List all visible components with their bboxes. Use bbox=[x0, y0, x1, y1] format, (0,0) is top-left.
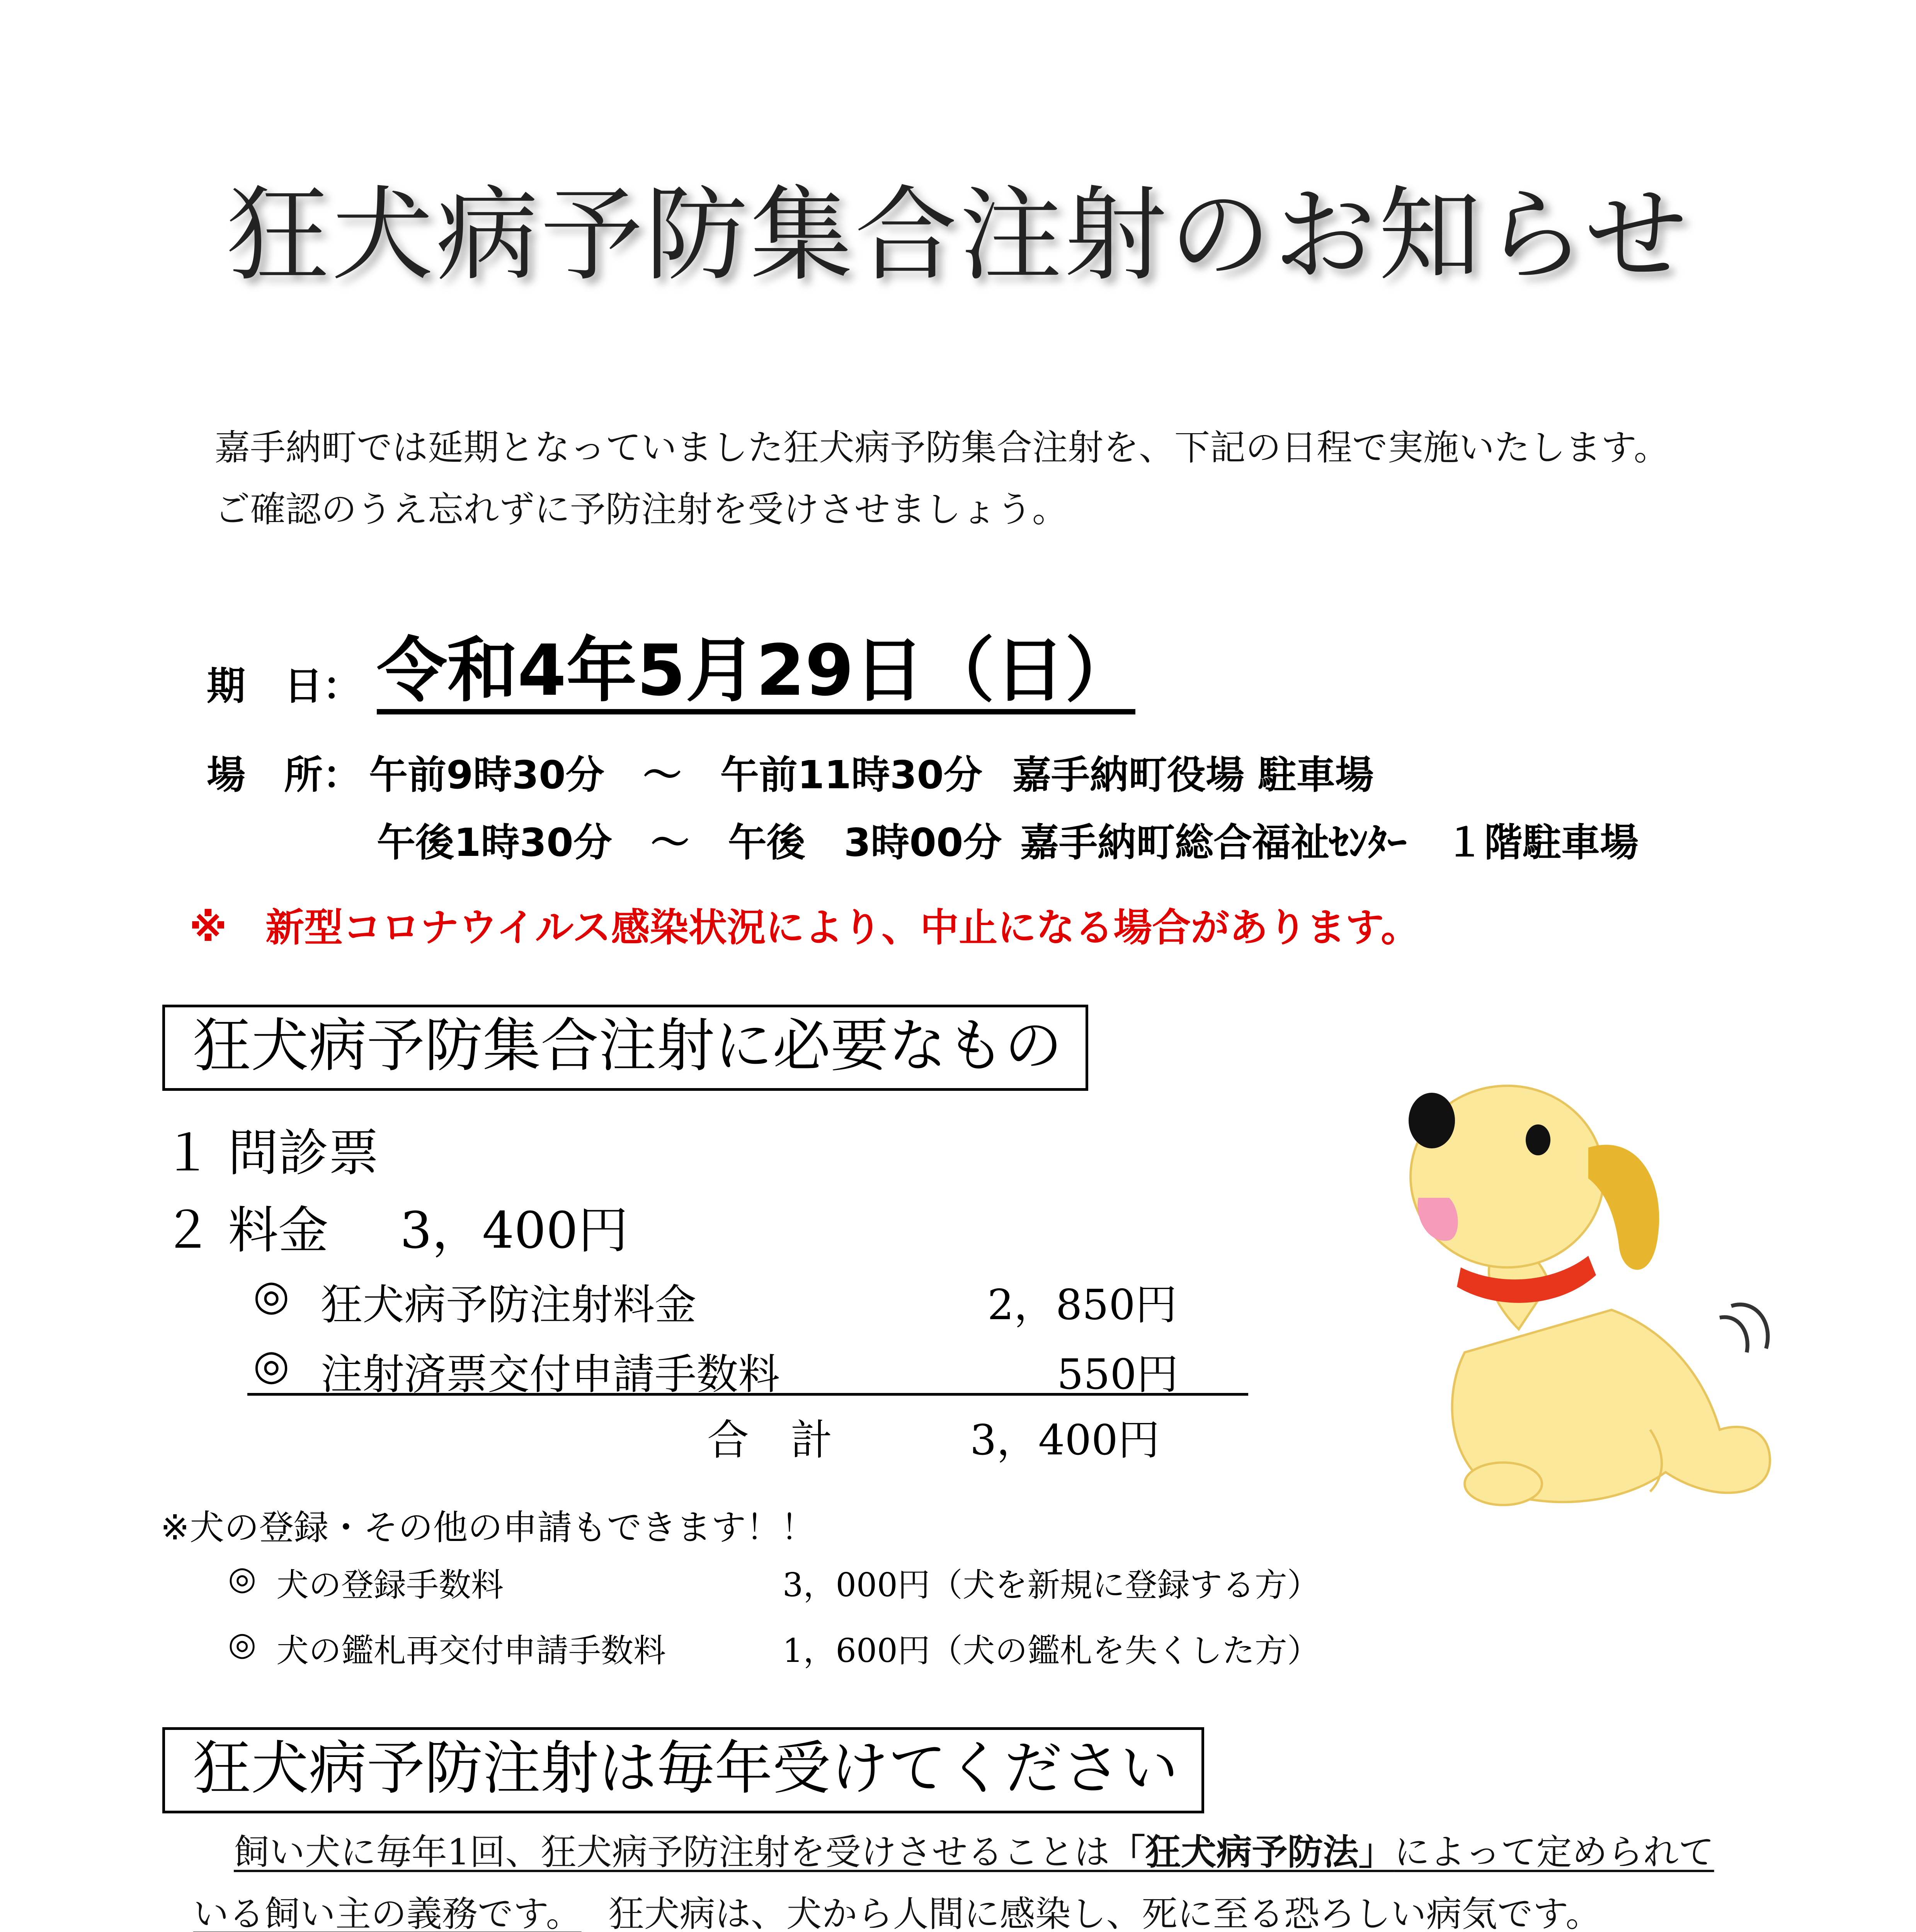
page-title: 狂犬病予防集合注射のお知らせ bbox=[226, 176, 1690, 295]
other-1-label: 犬の登録手数料 bbox=[276, 1566, 504, 1604]
intro-line-1: 嘉手納町では延期となっていました狂犬病予防集合注射を、下記の日程で実施いたします。 bbox=[214, 427, 1669, 468]
event-date: 令和4年5月29日（日） bbox=[377, 634, 1135, 714]
item-1-number: １ bbox=[162, 1124, 213, 1182]
date-label: 期 日： bbox=[207, 663, 361, 709]
annual-paragraph-line-2 bbox=[193, 1886, 1601, 1932]
total-label: 合 計 bbox=[707, 1416, 833, 1464]
session-2-time: 午後1時30分 ～ 午後 3時00分 bbox=[377, 820, 1002, 865]
fee-2-label: 注射済票交付申請手数料 bbox=[321, 1350, 780, 1399]
covid-notice: ※ 新型コロナウイルス感染状況により、中止になる場合があります。 bbox=[189, 905, 1420, 950]
session-1-time: 午前9時30分 ～ 午前11時30分 bbox=[369, 752, 983, 798]
item-2-label: 料金 bbox=[228, 1201, 329, 1260]
annual-text-1a: 飼い犬に毎年1回、狂犬病予防注射を受けさせることは bbox=[234, 1832, 1110, 1873]
other-2-label: 犬の鑑札再交付申請手数料 bbox=[276, 1632, 666, 1670]
place-label: 場 所： bbox=[207, 752, 361, 798]
annual-heading: 狂犬病予防注射は毎年受けてください bbox=[193, 1735, 1179, 1802]
annual-text-1b: によって定められて bbox=[1394, 1832, 1714, 1873]
annual-heading-box bbox=[162, 1727, 1204, 1813]
session-1-location: 嘉手納町役場 駐車場 bbox=[1012, 752, 1374, 798]
item-1-label: 問診票 bbox=[228, 1124, 379, 1182]
required-heading: 狂犬病予防集合注射に必要なもの bbox=[193, 1012, 1063, 1080]
annual-text-2b: 狂犬病は、犬から人間に感染し、死に至る恐ろしい病気です。 bbox=[608, 1893, 1601, 1932]
total-value: 3，400円 bbox=[970, 1416, 1160, 1464]
other-1-mark: ◎ bbox=[228, 1559, 257, 1597]
required-heading-box bbox=[162, 1005, 1088, 1091]
fee-2-amount: 550円 bbox=[1057, 1350, 1179, 1399]
intro-line-2: ご確認のうえ忘れずに予防注射を受けさせましょう。 bbox=[214, 489, 1068, 530]
fee-1-label: 狂犬病予防注射料金 bbox=[321, 1281, 697, 1329]
session-2-location: 嘉手納町総合福祉ｾﾝﾀｰ １階駐車場 bbox=[1020, 820, 1639, 865]
sitting-dog-illustration bbox=[1372, 1082, 1874, 1519]
law-name: 「狂犬病予防法」 bbox=[1109, 1832, 1394, 1873]
fee-1-mark: ◎ bbox=[253, 1271, 290, 1320]
other-2-mark: ◎ bbox=[228, 1625, 257, 1663]
owner-duty: いる飼い主の義務です。 bbox=[193, 1893, 582, 1932]
other-1-amount: 3，000円（犬を新規に登録する方） bbox=[783, 1566, 1320, 1604]
annual-paragraph-line-1 bbox=[234, 1824, 1714, 1875]
other-2-amount: 1，600円（犬の鑑札を失くした方） bbox=[783, 1632, 1320, 1670]
fee-1-amount: 2，850円 bbox=[987, 1281, 1177, 1329]
sum-divider bbox=[247, 1393, 1248, 1396]
other-heading: ※犬の登録・その他の申請もできます！！ bbox=[160, 1507, 816, 1548]
item-2-value: 3，400円 bbox=[400, 1201, 628, 1260]
fee-2-mark: ◎ bbox=[253, 1341, 290, 1389]
item-2-number: ２ bbox=[162, 1201, 213, 1260]
